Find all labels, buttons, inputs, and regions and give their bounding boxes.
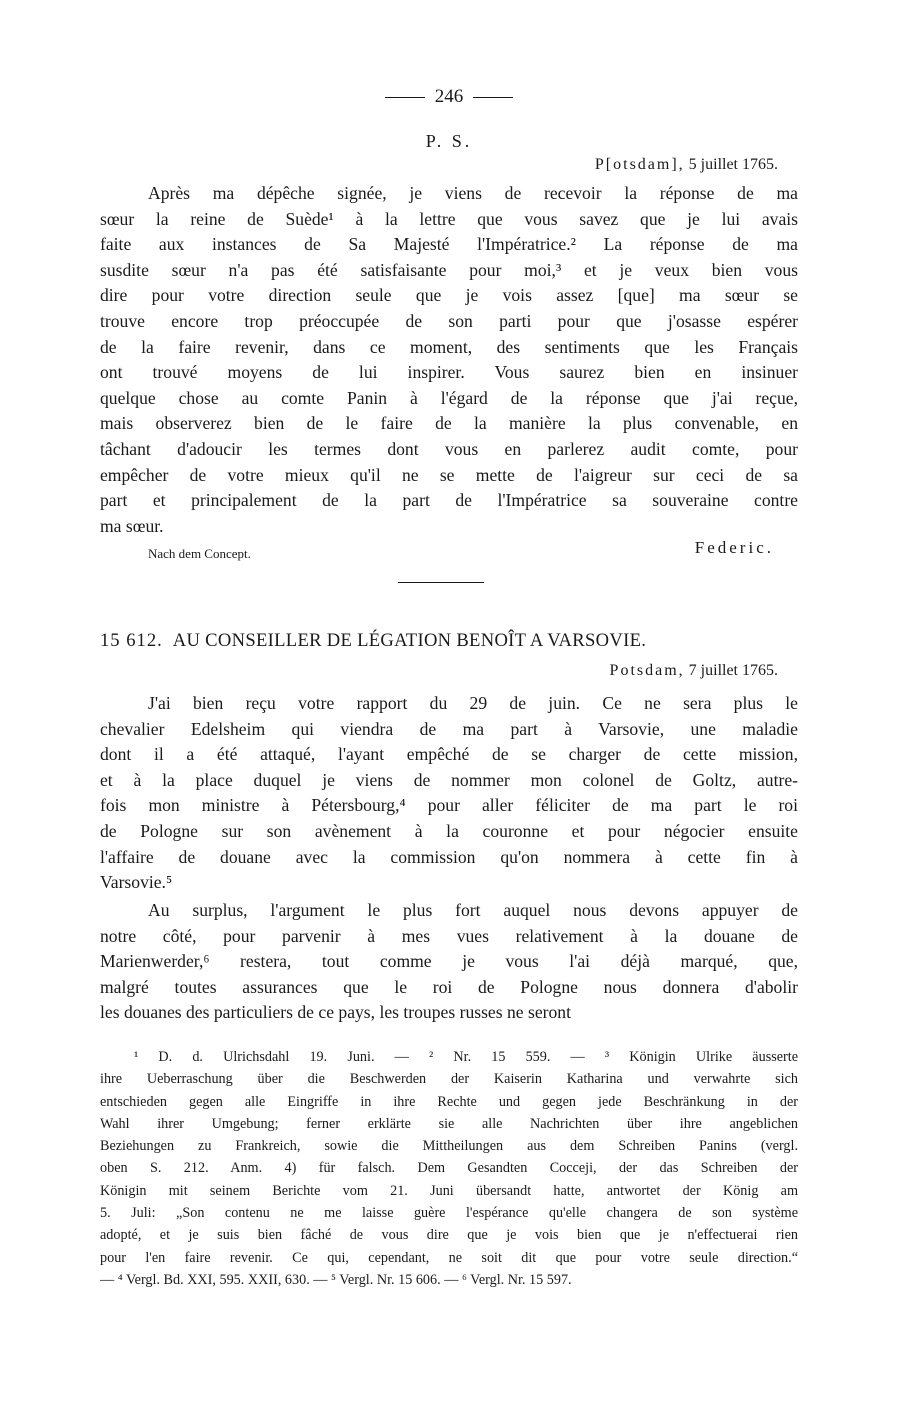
footnote-line: 5. Juli: „Son contenu ne me laisse guère l'espérance qu'elle changera de son système <box>100 1205 798 1222</box>
running-head-dash-right <box>473 97 513 98</box>
running-head-dash-left <box>385 97 425 98</box>
footnote-line: oben S. 212. Anm. 4) für falsch. Dem Gesandten Cocceji, der das Schreiben der <box>100 1160 798 1177</box>
running-head <box>100 86 798 108</box>
letter-dateline-place: Potsdam, <box>609 662 685 679</box>
postscript-line: quelque chose au comte Panin à l'égard de la réponse que j'ai reçue, <box>100 387 798 408</box>
footnote-line: Königin mit seinem Berichte vom 21. Juni übersandt hatte, antwortet der König am <box>100 1182 798 1199</box>
footnote-line: ¹ D. d. Ulrichsdahl 19. Juni. — ² Nr. 15 559. — ³ Königin Ulrike äusserte <box>134 1049 798 1065</box>
postscript-line: dire pour votre direction seule que je vois assez [que] ma sœur se <box>100 285 798 306</box>
postscript-dateline-place: P[otsdam], <box>594 156 685 173</box>
letter-dateline-date: 7 juillet 1765. <box>688 662 778 679</box>
postscript-line: trouve encore trop préoccupée de son parti pour que j'osasse espérer <box>100 310 798 331</box>
source-note: Nach dem Concept. <box>148 546 251 561</box>
section-divider <box>398 582 484 583</box>
postscript-heading: P. S. <box>425 131 473 151</box>
footnote-line: Beziehungen zu Frankreich, sowie die Mittheilungen aus dem Schreiben Panins (vergl. <box>100 1138 798 1155</box>
footnote-line: Wahl ihrer Umgebung; ferner erklärte sie alle Nachrichten über ihre angeblichen <box>100 1115 798 1132</box>
letter-line: dont il a été attaqué, l'ayant empêché de se charger de cette mission, <box>100 744 798 765</box>
letter-line: malgré toutes assurances que le roi de Pologne nous donnera d'abolir <box>100 976 798 997</box>
letter-line: chevalier Edelsheim qui viendra de ma part à Varsovie, une maladie <box>100 718 798 739</box>
letter-heading <box>100 630 798 652</box>
letter-paragraph-1 <box>100 691 798 896</box>
postscript-line: ont trouvé moyens de lui inspirer. Vous saurez bien en insinuer <box>100 362 798 383</box>
signature: Federic. <box>694 538 774 557</box>
letter-paragraph-2 <box>100 898 798 1026</box>
footnote-line: adopté, et je suis bien fâché de vous dire que je vois bien que je n'effectuerai rien <box>100 1227 798 1244</box>
letter-line: notre côté, pour parvenir à mes vues relativement à la douane de <box>100 925 798 946</box>
footnotes <box>100 1046 798 1291</box>
postscript-body <box>100 181 798 539</box>
footnote-line: pour l'en faire revenir. Ce qui, cependant, ne soit dit que pour votre seule direction.“ <box>100 1249 798 1266</box>
postscript-line: mais observerez bien de le faire de la manière la plus convenable, en <box>100 413 798 434</box>
postscript-line: part et principalement de la part de l'Impératrice sa souveraine contre <box>100 490 798 511</box>
postscript-line: sœur la reine de Suède¹ à la lettre que vous savez que je lui avais <box>100 208 798 229</box>
letter-line: fois mon ministre à Pétersbourg,⁴ pour aller féliciter de ma part le roi <box>100 795 798 816</box>
letter-line: et à la place duquel je viens de nommer mon colonel de Goltz, autre- <box>100 769 798 790</box>
postscript-line: ma sœur. <box>100 515 164 536</box>
letter-line: Varsovie.⁵ <box>100 872 173 893</box>
postscript-line: de la faire revenir, dans ce moment, des sentiments que les Français <box>100 336 798 357</box>
postscript-line: Après ma dépêche signée, je viens de recevoir la réponse de ma <box>148 183 798 203</box>
footnote-line: entschieden gegen alle Eingriffe in ihre Rechte und gegen jede Beschränkung in der <box>100 1093 798 1110</box>
postscript-line: susdite sœur n'a pas été satisfaisante pour moi,³ et je veux bien vous <box>100 259 798 280</box>
footnote-line: — ⁴ Vergl. Bd. XXI, 595. XXII, 630. — ⁵ Vergl. Nr. 15 606. — ⁶ Vergl. Nr. 15 597. <box>100 1271 572 1288</box>
letter-line: l'affaire de douane avec la commission qu'on nommera à cette fin à <box>100 846 798 867</box>
letter-dateline <box>610 662 778 680</box>
letter-line: de Pologne sur son avènement à la couronne et pour négocier ensuite <box>100 820 798 841</box>
postscript-line: empêcher de votre mieux qu'il ne se mette de l'aigreur sur ceci de sa <box>100 464 798 485</box>
postscript-dateline <box>595 156 778 174</box>
letter-number: 15 612. <box>100 630 163 651</box>
page-number: 246 <box>434 86 464 107</box>
letter-line: Marienwerder,⁶ restera, tout comme je vous l'ai déjà marqué, que, <box>100 951 798 972</box>
footnote-line: ihre Ueberraschung über die Beschwerden der Kaiserin Katharina und verwahrte sich <box>100 1071 798 1088</box>
postscript-line: faite aux instances de Sa Majesté l'Impératrice.² La réponse de ma <box>100 234 798 255</box>
letter-line: les douanes des particuliers de ce pays, les troupes russes ne seront <box>100 1002 571 1023</box>
postscript-line: tâchant d'adoucir les termes dont vous en parlerez audit comte, pour <box>100 438 798 459</box>
letter-line: Au surplus, l'argument le plus fort auquel nous devons appuyer de <box>148 900 798 920</box>
letter-line: J'ai bien reçu votre rapport du 29 de juin. Ce ne sera plus le <box>148 693 798 713</box>
postscript-dateline-date: 5 juillet 1765. <box>688 156 778 173</box>
letter-title: AU CONSEILLER DE LÉGATION BENOÎT A VARSOVIE. <box>172 630 647 651</box>
